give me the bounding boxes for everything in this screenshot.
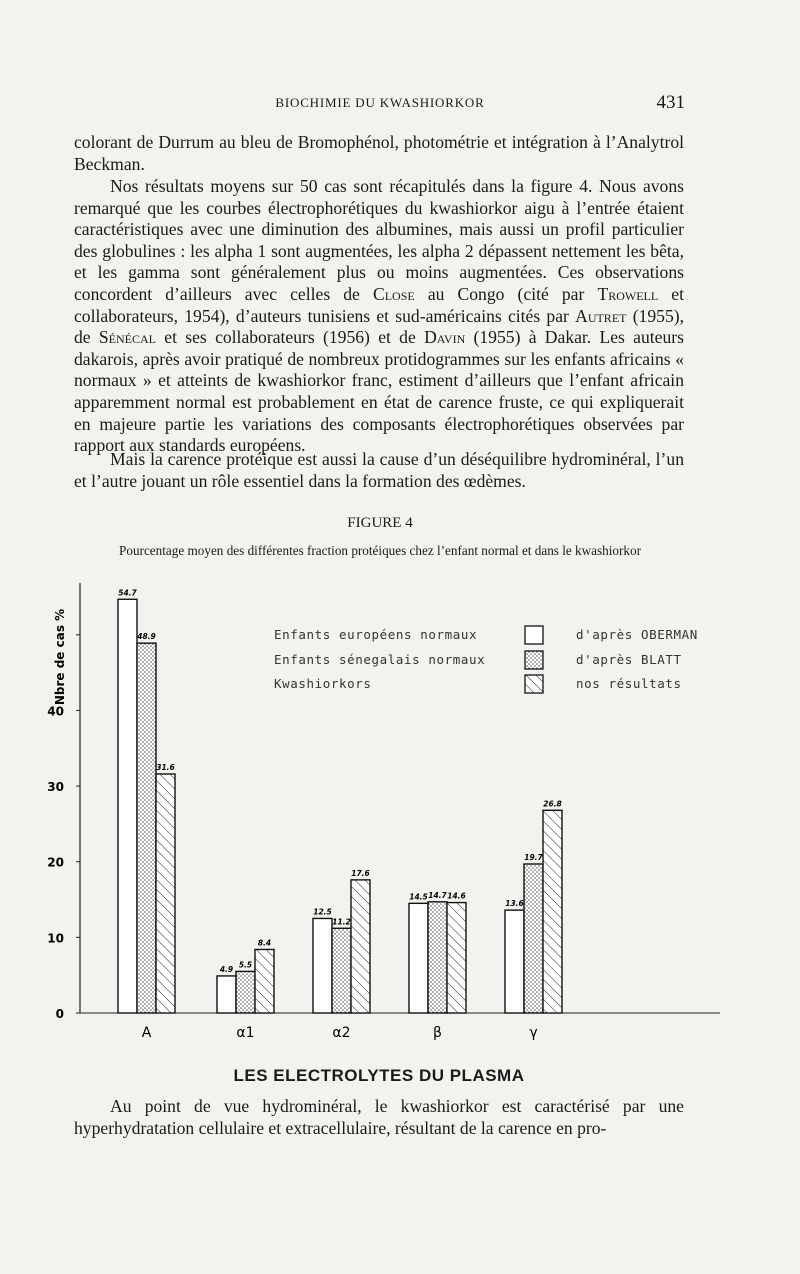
bar-value-label: 14.7	[428, 890, 447, 900]
category-label: α1	[236, 1025, 255, 1041]
author-davin: Davin	[424, 327, 466, 348]
legend-name: Kwashiorkors	[274, 676, 372, 691]
bar-value-label: 17.6	[351, 868, 370, 878]
category-label: A	[141, 1025, 152, 1041]
bar-0-1	[137, 643, 156, 1013]
text-b: au Congo (cité par	[414, 283, 598, 304]
bar-0-0	[118, 599, 137, 1013]
bar-value-label: 14.5	[409, 892, 428, 902]
legend-source: d'après OBERMAN	[576, 627, 698, 642]
y-tick-label: 0	[55, 1007, 64, 1021]
legend-swatch	[525, 626, 543, 644]
bar-4-2	[543, 810, 562, 1013]
bar-1-2	[255, 949, 274, 1013]
text-f: (1955) à Dakar. Les auteurs dakarois, après avoir pratiqué de nombreux protidogrammes sur les enfants africains « normaux » et atteints de kwashiorkor franc, estiment d’ailleurs que l’enfant africain apparemment normal est probablement en état de carence fruste, ce qui expliquerait en majeure partie les variations des composants électrophorétiques observées par rapport aux standards européens.	[74, 327, 684, 456]
legend-source: d'après BLATT	[576, 652, 682, 667]
bar-3-1	[428, 902, 447, 1013]
bar-value-label: 13.6	[505, 899, 524, 909]
bar-2-2	[351, 880, 370, 1013]
bar-value-label: 4.9	[219, 964, 234, 974]
legend-swatch	[525, 675, 543, 693]
paragraph-4: Au point de vue hydrominéral, le kwashiorkor est caractérisé par une hyperhydratation cellulaire et extracellulaire, résultant de la carence en pro-	[74, 1096, 684, 1138]
y-tick-label: 10	[47, 931, 64, 946]
paragraph-intro	[74, 132, 684, 175]
bar-value-label: 8.4	[257, 938, 272, 948]
bar-2-1	[332, 928, 351, 1013]
bar-value-label: 12.5	[313, 907, 332, 917]
author-trowell: Trowell	[597, 283, 659, 304]
paragraph-carence	[74, 449, 684, 492]
text-e: et ses collaborateurs (1956) et de	[156, 327, 425, 348]
bar-1-1	[236, 971, 255, 1013]
running-header: BIOCHIMIE DU KWASHIORKOR	[275, 95, 485, 110]
legend-name: Enfants européens normaux	[274, 627, 478, 642]
legend-source: nos résultats	[576, 676, 682, 691]
category-label: β	[433, 1025, 442, 1041]
protein-fractions-chart	[0, 575, 800, 1055]
y-axis-label: Nbre de cas %	[53, 608, 67, 706]
bar-value-label: 54.7	[118, 588, 137, 598]
text-d: (1955), de	[74, 305, 684, 348]
bar-4-1	[524, 864, 543, 1013]
bar-value-label: 14.6	[447, 891, 466, 901]
category-label: γ	[529, 1025, 538, 1041]
legend	[274, 626, 698, 693]
text-c: et collaborateurs, 1954), d’auteurs tunisiens et sud-américains cités par	[74, 283, 684, 326]
bar-value-label: 48.9	[137, 632, 156, 642]
legend-swatch	[525, 651, 543, 669]
page-number: 431	[656, 92, 685, 113]
text-a: Nos résultats moyens sur 50 cas sont récapitulés dans la figure 4. Nous avons remarqué que les courbes électrophorétiques du kwashiorkor aigu à l’entrée étaient caractéristiques avec une diminution des albumines, mais aussi un profil particulier des globulines : les alpha 1 sont augmentées, les alpha 2 dépassent nettement les bêta, et les gamma sont généralement plus ou moins augmentées. Ces observations concordent d’ailleurs avec celles de	[74, 176, 684, 304]
y-tick-label: 30	[47, 780, 64, 795]
bar-3-0	[409, 903, 428, 1013]
bar-value-label: 31.6	[156, 762, 175, 772]
paragraph-hydromineral	[74, 1096, 684, 1139]
figure-label: FIGURE 4	[347, 515, 413, 531]
paragraph-results	[74, 176, 684, 457]
author-autret: Autret	[575, 305, 627, 326]
bar-value-label: 19.7	[524, 852, 543, 862]
bar-value-label: 5.5	[238, 960, 253, 970]
y-tick-label: 20	[47, 855, 64, 870]
section-heading: LES ELECTROLYTES DU PLASMA	[233, 1066, 525, 1085]
category-label: α2	[332, 1025, 351, 1041]
paragraph-3: Mais la carence protéique est aussi la cause d’un déséquilibre hydrominéral, l’un et l’autre jouant un rôle essentiel dans la formation des œdèmes.	[74, 449, 684, 491]
y-tick-label: 40	[47, 704, 64, 719]
bar-2-0	[313, 918, 332, 1013]
figure-caption: Pourcentage moyen des différentes fraction protéiques chez l’enfant normal et dans le kwashiorkor	[119, 543, 641, 558]
bar-3-2	[447, 903, 466, 1013]
bar-0-2	[156, 774, 175, 1013]
author-senecal: Sénécal	[98, 327, 157, 348]
bar-value-label: 11.2	[332, 917, 351, 927]
paragraph-1: colorant de Durrum au bleu de Bromophénol, photométrie et intégration à l’Analytrol Beckman.	[74, 132, 684, 174]
author-close: Close	[372, 283, 415, 304]
bar-value-label: 26.8	[543, 799, 562, 809]
bar-1-0	[217, 976, 236, 1013]
paragraph-2	[74, 176, 684, 457]
legend-name: Enfants sénegalais normaux	[274, 652, 486, 667]
bar-4-0	[505, 910, 524, 1013]
